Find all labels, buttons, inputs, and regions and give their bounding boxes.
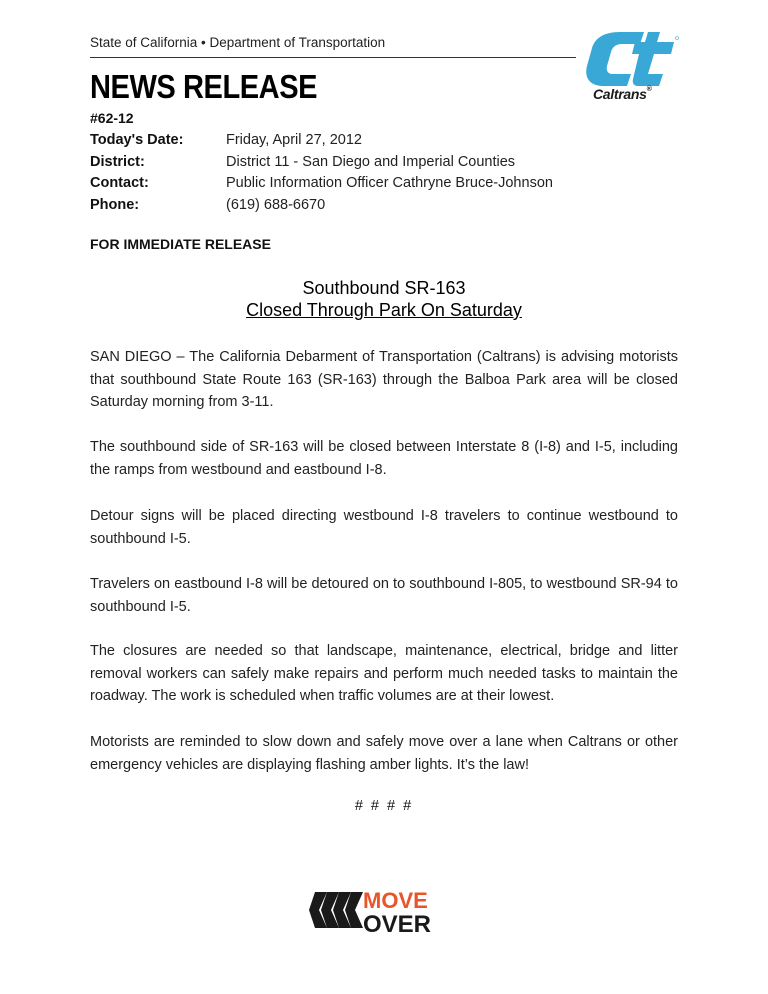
meta-row-contact: [90, 173, 553, 195]
agency-line: State of California • Department of Transportation: [90, 35, 386, 50]
meta-label: Phone:: [90, 197, 140, 214]
body-paragraph: The southbound side of SR-163 will be closed between Interstate 8 (I-8) and I-5, including the ramps from westbound and eastbound I-8.: [90, 439, 678, 478]
over-word: OVER: [363, 911, 432, 936]
body-paragraph: The closures are needed so that landscape, maintenance, electrical, bridge and litter removal workers can safely make repairs and perform much needed tasks to maintain the roadway. The work is scheduled when traffic volumes are at their lowest.: [90, 643, 678, 705]
meta-row-phone: [90, 195, 553, 217]
release-number: #62-12: [90, 110, 134, 126]
meta-label: District:: [90, 153, 145, 170]
meta-row-date: [90, 130, 553, 152]
body-paragraph: Detour signs will be placed directing westbound I-8 travelers to continue westbound to southbound I-5.: [90, 508, 678, 547]
headline-line-1: Southbound SR-163: [302, 278, 466, 298]
caltrans-wordmark: Caltrans®: [593, 86, 652, 102]
meta-value: Friday, April 27, 2012: [226, 132, 362, 148]
body-paragraph: SAN DIEGO – The California Debarment of Transportation (Caltrans) is advising motorists that southbound State Route 163 (SR-163) through the Balboa Park area will be closed Saturday morning from 3-11.: [90, 349, 678, 411]
meta-label: Contact:: [90, 175, 149, 192]
meta-value: Public Information Officer Cathryne Bruce-Johnson: [226, 175, 553, 192]
body-paragraph: Motorists are reminded to slow down and safely move over a lane when Caltrans or other emergency vehicles are displaying flashing amber lights. It’s the law!: [90, 734, 678, 773]
meta-label: Today's Date:: [90, 132, 184, 148]
immediate-release-label: FOR IMMEDIATE RELEASE: [90, 236, 271, 252]
meta-row-district: [90, 152, 553, 174]
headline-line-2: Closed Through Park On Saturday: [246, 300, 522, 320]
meta-value: (619) 688-6670: [226, 197, 326, 214]
move-over-logo-icon: [307, 884, 463, 936]
end-mark: # # # #: [354, 798, 414, 814]
header-divider: [90, 57, 576, 58]
move-word: MOVE: [363, 888, 428, 913]
release-meta: [90, 130, 553, 217]
meta-value: District 11 - San Diego and Imperial Counties: [226, 153, 516, 170]
body-paragraph: Travelers on eastbound I-8 will be detoured on to southbound I-805, to westbound SR-94 to southbound I-5.: [90, 576, 678, 615]
page-title: NEWS RELEASE: [90, 68, 318, 105]
